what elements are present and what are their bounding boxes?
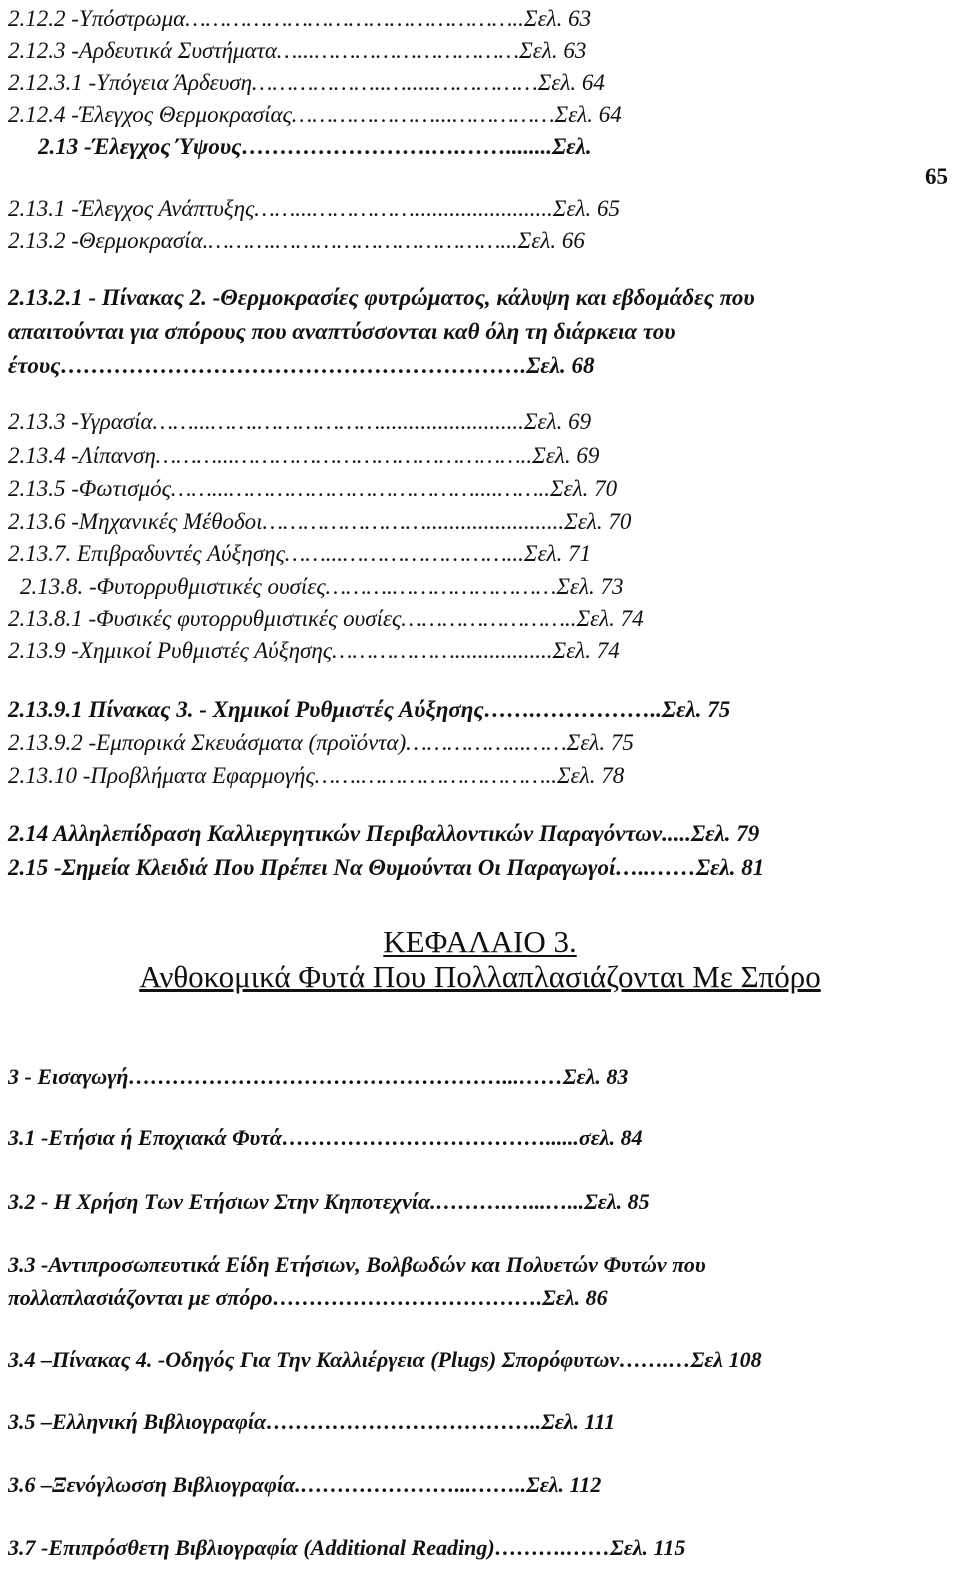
toc-entry-2-12-2: 2.12.2 -Υπόστρωμα…………………………………………..Σελ. 63: [8, 6, 592, 31]
toc-entry-3-2: 3.2 - Η Χρήση Των Ετήσιων Στην Κηποτεχνία.……….…...…...Σελ. 85: [8, 1189, 650, 1214]
toc-entry-2-13-9: 2.13.9 -Χημικοί Ρυθμιστές Αύξησης……………….................Σελ. 74: [8, 638, 620, 663]
toc-entry-2-13-9-2: 2.13.9.2 -Εμπορικά Σκευάσματα (προϊόντα)……………...……Σελ. 75: [8, 730, 634, 755]
toc-entry-2-13-2: 2.13.2 -Θερμοκρασία.……….……………………………...Σελ. 66: [8, 228, 585, 253]
toc-entry-2-12-4: 2.12.4 -Έλεγχος Θερμοκρασίας…………………...……………Σελ. 64: [8, 102, 622, 127]
toc-entry-2-13-2-1-page: έτους…………………………………………………….Σελ. 68: [8, 353, 595, 378]
toc-entry-3-6: 3.6 –Ξενόγλωσση Βιβλιογραφία.…………………...……..Σελ. 112: [8, 1472, 602, 1497]
toc-entry-3-7: 3.7 -Επιπρόσθετη Βιβλιογραφία (Additional Reading)……….……Σελ. 115: [8, 1535, 686, 1560]
toc-entry-3-3-page: πολλαπλασιάζονται με σπόρο……………………………….Σελ. 86: [8, 1285, 608, 1310]
toc-entry-2-13-2-1: 2.13.2.1 - Πίνακας 2. -Θερμοκρασίες φυτρώματος, κάλυψη και εβδομάδες που: [8, 285, 755, 310]
toc-entry-2-13-6: 2.13.6 -Μηχανικές Μέθοδοι……………………........................Σελ. 70: [8, 509, 632, 534]
chapter-title: Ανθοκομικά Φυτά Που Πολλαπλασιάζονται Με Σπόρο: [139, 959, 821, 994]
toc-entry-3-3: 3.3 -Αντιπροσωπευτικά Είδη Ετήσιων, Βολβωδών και Πολυετών Φυτών που: [8, 1252, 706, 1277]
toc-entry-2-13-3: 2.13.3 -Υγρασία……...…….……………….........................Σελ. 69: [8, 409, 592, 434]
toc-entry-2-13-7: 2.13.7. Επιβραδυντές Αύξησης……...……………………...Σελ. 71: [8, 541, 592, 566]
toc-entry-3: 3 - Εισαγωγή……………………………………………...……Σελ. 83: [8, 1064, 629, 1089]
toc-entry-2-13-9-1: 2.13.9.1 Πίνακας 3. - Χημικοί Ρυθμιστές Αύξησης…….……………..Σελ. 75: [8, 697, 731, 722]
toc-entry-2-13-8-1: 2.13.8.1 -Φυσικές φυτορρυθμιστικές ουσίες……………………..Σελ. 74: [8, 606, 644, 631]
toc-entry-2-12-3-1: 2.12.3.1 -Υπόγεια Άρδευση………………..….....……………Σελ. 64: [8, 70, 605, 95]
toc-entry-2-14: 2.14 Αλληλεπίδραση Καλλιεργητικών Περιβαλλοντικών Παραγόντων.....Σελ. 79: [8, 821, 760, 846]
toc-entry-3-1: 3.1 -Ετήσια ή Εποχιακά Φυτά………………………………......σελ. 84: [8, 1125, 643, 1150]
toc-entry-2-13-page: 65: [925, 164, 948, 189]
toc-entry-2-13: 2.13 -Έλεγχος Ύψους…………………….….……........Σελ.: [38, 134, 592, 159]
toc-entry-2-13-10: 2.13.10 -Προβλήματα Εφαρμογής…….………………………..Σελ. 78: [8, 763, 625, 788]
toc-entry-3-4: 3.4 –Πίνακας 4. -Οδηγός Για Την Καλλιέργεια (Plugs) Σπορόφυτων…….…Σελ 108: [8, 1347, 762, 1372]
toc-entry-3-5: 3.5 –Ελληνική Βιβλιογραφία………………………………..Σελ. 111: [8, 1409, 616, 1434]
toc-entry-2-13-2-1-cont: απαιτούνται για σπόρους που αναπτύσσονται καθ όλη τη διάρκεια του: [8, 319, 676, 344]
toc-entry-2-15: 2.15 -Σημεία Κλειδιά Που Πρέπει Να Θυμούνται Οι Παραγωγοί…..……Σελ. 81: [8, 855, 765, 880]
toc-entry-2-13-1: 2.13.1 -Έλεγχος Ανάπτυξης……...……………........................Σελ. 65: [8, 196, 620, 221]
toc-entry-2-13-4: 2.13.4 -Λίπανση………...……………………………………..Σελ. 69: [8, 443, 600, 468]
toc-entry-2-12-3: 2.12.3 -Αρδευτικά Συστήματα…...…………………………Σελ. 63: [8, 38, 587, 63]
toc-entry-2-13-8: 2.13.8. -Φυτορρυθμιστικές ουσίες……….……………………Σελ. 73: [20, 574, 624, 599]
chapter-heading: ΚΕΦΑΛΑΙΟ 3.: [383, 924, 577, 959]
toc-entry-2-13-5: 2.13.5 -Φωτισμός……...………………………………....……..Σελ. 70: [8, 476, 618, 501]
